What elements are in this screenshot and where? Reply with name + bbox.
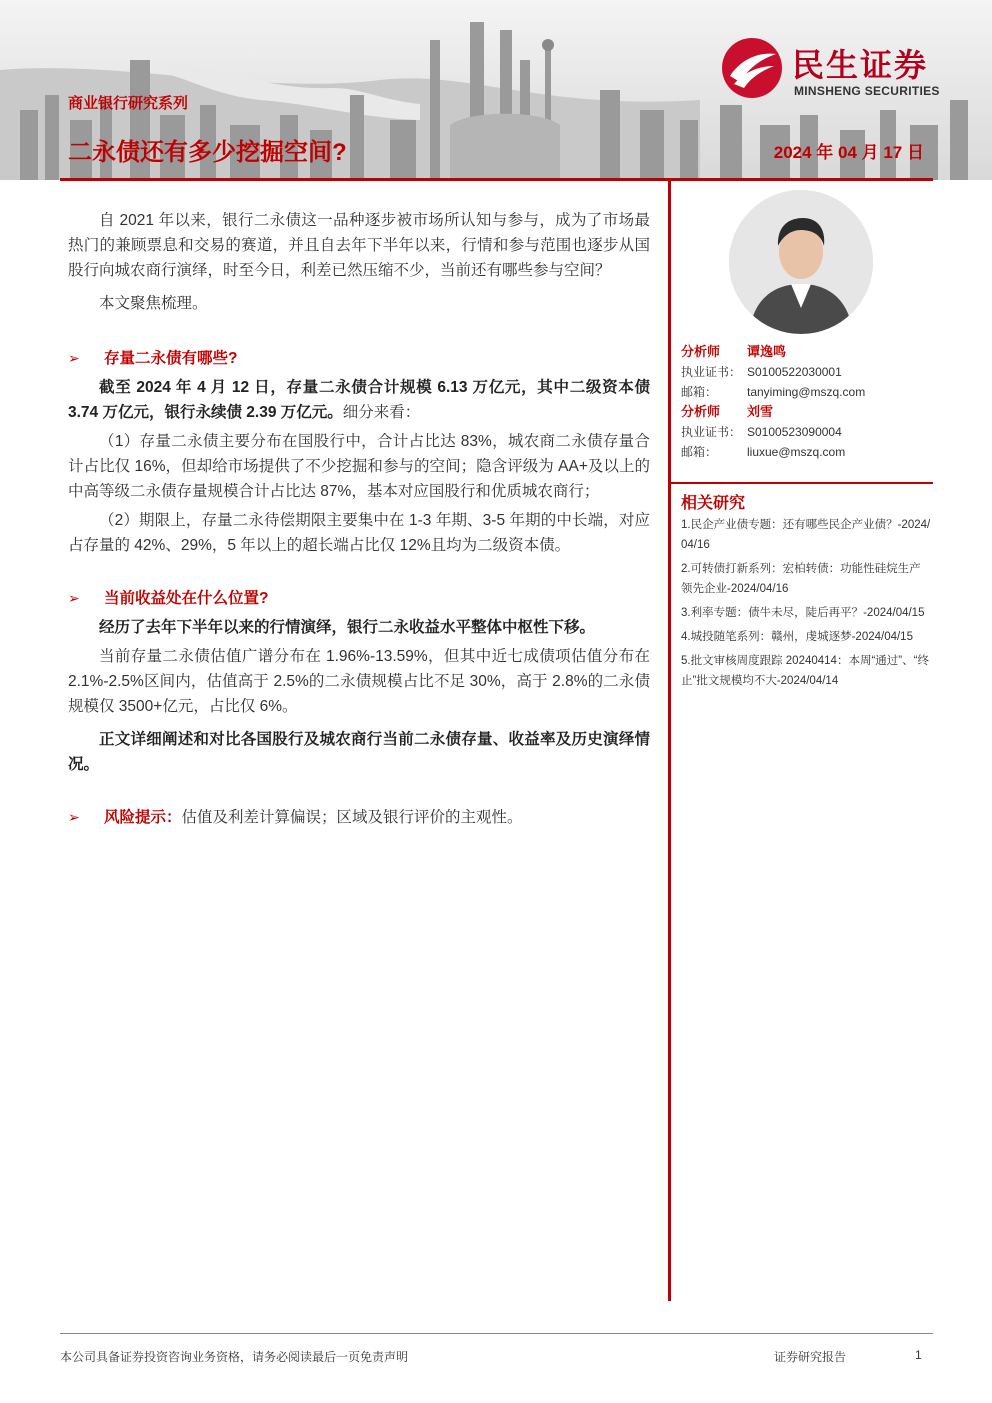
section1-point1: （1）存量二永债主要分布在国股行中，合计占比达 83%，城农商二永债存量合计占比仅 16%，但却给市场提供了不少挖掘和参与的空间；隐含评级为 AA+及以上的中高等级二永债存量规模合计占比达 87%，基本对应国股行和优质城农商行； <box>68 433 650 500</box>
section2-summary: 经历了去年下半年以来的行情演绎，银行二永收益水平整体中枢性下移。 <box>99 619 596 636</box>
footer-divider <box>60 1333 933 1334</box>
chevron-right-icon: ➢ <box>68 350 80 366</box>
related-research-title: 相关研究 <box>681 495 746 512</box>
report-series: 商业银行研究系列 <box>68 95 189 112</box>
analyst-2-cert-row: 执业证书： S0100523090004 <box>681 425 842 439</box>
section1-summary: 截至 2024 年 4 月 12 日，存量二永债合计规模 6.13 万亿元，其中二级资本债 3.74 万亿元，银行永续债 2.39 万亿元。细分来看： <box>68 379 650 421</box>
logo-chinese-name: 民生证券 <box>792 47 929 83</box>
main-content <box>68 208 650 830</box>
analyst-1-cert-row: 执业证书： S0100522030001 <box>681 365 842 379</box>
focus-paragraph: 本文聚焦梳理。 <box>99 295 208 312</box>
analyst-2-email-row: 邮箱： liuxue@mszq.com <box>681 442 933 462</box>
header-banner <box>0 0 992 180</box>
section-heading-stock: ➢ 存量二永债有哪些? <box>68 346 650 371</box>
section-heading-yield: ➢ 当前收益处在什么位置? <box>68 586 650 611</box>
section1-point2: （2）期限上，存量二永待偿期限主要集中在 1-3 年期、3-5 年期的中长端，对应占存量的 42%、29%，5 年以上的超长端占比仅 12%且均为二级资本债。 <box>68 512 650 554</box>
footer-disclaimer: 本公司具备证券投资咨询业务资格，请务必阅读最后一页免责声明 <box>60 1350 409 1364</box>
related-item[interactable]: 5.批文审核周度跟踪 20240414：本周“通过”、“终止”批文规模均不大-2024/04/14 <box>681 655 929 687</box>
logo-emblem-icon <box>720 36 784 100</box>
intro-paragraph: 自 2021 年以来，银行二永债这一品种逐步被市场所认知与参与，成为了市场最热门的兼顾票息和交易的赛道，并且自去年下半年以来，行情和参与范围也逐步从国股行向城农商行演绎，时至今日，利差已然压缩不少，当前还有哪些参与空间？ <box>68 212 650 279</box>
page-number: 1 <box>915 1348 922 1362</box>
chevron-right-icon: ➢ <box>68 590 80 606</box>
analyst-1-email-row: 邮箱： tanyiming@mszq.com <box>681 382 933 402</box>
related-item[interactable]: 1.民企产业债专题：还有哪些民企产业债？-2024/04/16 <box>681 519 931 551</box>
analyst-1-email[interactable]: tanyiming@mszq.com <box>747 385 866 399</box>
analyst-1-name-row: 分析师 谭逸鸣 <box>681 344 787 359</box>
related-item[interactable]: 4.城投随笔系列：赣州，虔城逐梦-2024/04/15 <box>681 631 913 643</box>
logo-english-name: MINSHENG SECURITIES <box>794 84 940 98</box>
analyst-photo <box>729 190 873 334</box>
related-research-list <box>681 515 931 691</box>
report-title: 二永债还有多少挖掘空间? <box>68 139 347 166</box>
header-divider <box>60 178 933 181</box>
analyst-2-email[interactable]: liuxue@mszq.com <box>747 445 846 459</box>
related-item[interactable]: 2.可转债打新系列：宏柏转债：功能性硅烷生产领先企业-2024/04/16 <box>681 563 921 595</box>
chevron-right-icon: ➢ <box>68 809 80 825</box>
analyst-info <box>681 342 933 462</box>
risk-warning: ➢ 风险提示：估值及利差计算偏误；区域及银行评价的主观性。 <box>68 805 650 830</box>
column-divider <box>668 181 671 1301</box>
related-divider <box>671 482 933 484</box>
report-date: 2024 年 04 月 17 日 <box>773 143 924 162</box>
related-item[interactable]: 3.利率专题：债牛未尽，陡后再平？-2024/04/15 <box>681 607 925 619</box>
section2-note: 正文详细阐述和对比各国股行及城农商行当前二永债存量、收益率及历史演绎情况。 <box>68 731 650 773</box>
section2-detail: 当前存量二永债估值广谱分布在 1.96%-13.59%，但其中近七成债项估值分布在 2.1%-2.5%区间内，估值高于 2.5%的二永债规模占比不足 30%，高于 2.8%的二永债规模仅 3500+亿元，占比仅 6%。 <box>68 648 650 715</box>
analyst-portrait-image <box>729 190 873 334</box>
footer-doc-type: 证券研究报告 <box>774 1350 847 1364</box>
company-logo <box>720 36 970 106</box>
analyst-2-name-row: 分析师 刘雪 <box>681 404 774 419</box>
